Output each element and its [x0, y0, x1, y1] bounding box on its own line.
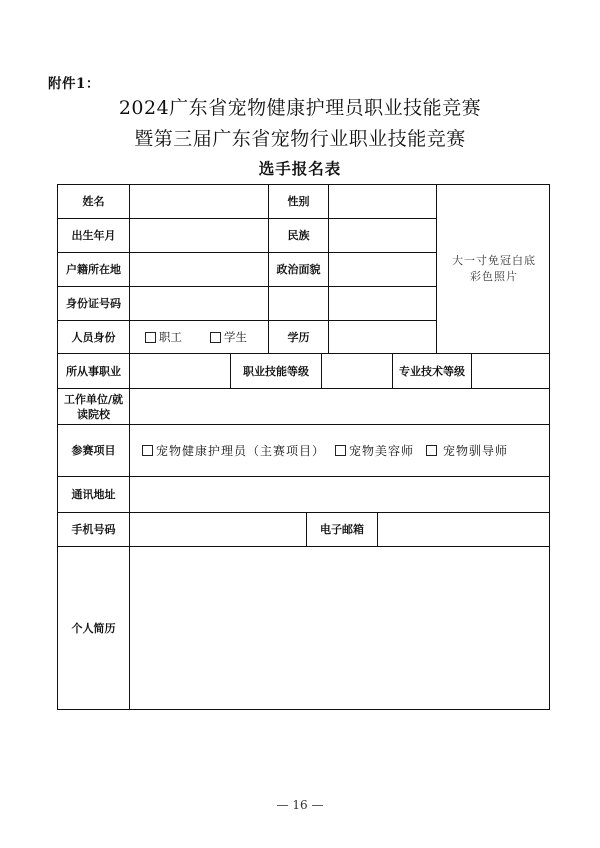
table-border-right	[549, 184, 550, 710]
checkbox-icon[interactable]	[210, 332, 221, 343]
employer-field[interactable]	[130, 389, 549, 424]
event-option-pet-care-label: 宠物健康护理员（主赛项目）	[156, 444, 326, 458]
phone-label: 手机号码	[71, 523, 116, 536]
phone-field[interactable]	[130, 513, 306, 546]
email-field[interactable]	[378, 513, 549, 546]
employer-label: 工作单位/就读院校	[63, 392, 124, 421]
table-border-bottom	[57, 709, 550, 710]
event-option-grooming[interactable]	[335, 442, 414, 459]
identity-options	[145, 321, 247, 353]
skill-level-field[interactable]	[322, 354, 392, 388]
birth-label: 出生年月	[71, 229, 116, 242]
email-label: 电子邮箱	[320, 523, 364, 536]
checkbox-icon[interactable]	[145, 332, 156, 343]
event-label: 参赛项目	[71, 444, 116, 457]
page-number: — 16 —	[276, 798, 324, 812]
education-field[interactable]	[329, 321, 436, 353]
title-line-1: 2024广东省宠物健康护理员职业技能竞赛	[118, 97, 482, 119]
identity-option-student[interactable]	[210, 329, 247, 345]
political-status-field[interactable]	[329, 253, 436, 286]
hukou-label: 户籍所在地	[66, 263, 121, 276]
skill-level-label: 职业技能等级	[243, 364, 309, 378]
event-option-training-label: 宠物驯导师	[443, 444, 509, 458]
occupation-label: 所从事职业	[66, 364, 121, 378]
event-option-training[interactable]	[426, 442, 508, 459]
political-status-label: 政治面貌	[276, 263, 321, 276]
ethnicity-field[interactable]	[329, 219, 436, 252]
title-line-2: 暨第三届广东省宠物行业职业技能竞赛	[134, 128, 466, 150]
name-field[interactable]	[130, 185, 268, 218]
resume-label: 个人简历	[71, 621, 116, 635]
education-label: 学历	[287, 330, 310, 344]
identity-label: 人员身份	[71, 330, 116, 344]
photo-column-divider	[436, 184, 437, 353]
ethnicity-label: 民族	[287, 229, 310, 242]
photo-placeholder[interactable]: 大一寸免冠白底彩色照片	[452, 254, 536, 283]
form-subtitle: 选手报名表	[258, 159, 342, 178]
checkbox-icon[interactable]	[142, 445, 153, 456]
resume-field[interactable]	[130, 547, 549, 709]
gender-label: 性别	[287, 195, 310, 208]
address-label: 通讯地址	[71, 488, 116, 501]
tech-level-field[interactable]	[472, 354, 549, 388]
occupation-field[interactable]	[130, 354, 230, 388]
hukou-field[interactable]	[130, 253, 268, 286]
attachment-label: 附件1：	[48, 76, 100, 92]
event-option-grooming-label: 宠物美容师	[349, 444, 415, 458]
identity-option-student-label: 学生	[224, 330, 247, 344]
event-options	[142, 425, 508, 476]
identity-option-worker-label: 职工	[159, 330, 182, 344]
birth-field[interactable]	[130, 219, 268, 252]
registration-form-table	[57, 184, 550, 710]
id-number-label: 身份证号码	[66, 297, 121, 310]
gender-field[interactable]	[329, 185, 436, 218]
checkbox-icon[interactable]	[426, 445, 437, 456]
name-label: 姓名	[82, 195, 105, 208]
event-option-pet-care[interactable]	[142, 442, 325, 459]
checkbox-icon[interactable]	[335, 445, 346, 456]
address-field[interactable]	[130, 477, 549, 512]
id-number-field[interactable]	[130, 287, 436, 320]
identity-option-worker[interactable]	[145, 329, 182, 345]
tech-level-label: 专业技术等级	[399, 364, 465, 378]
